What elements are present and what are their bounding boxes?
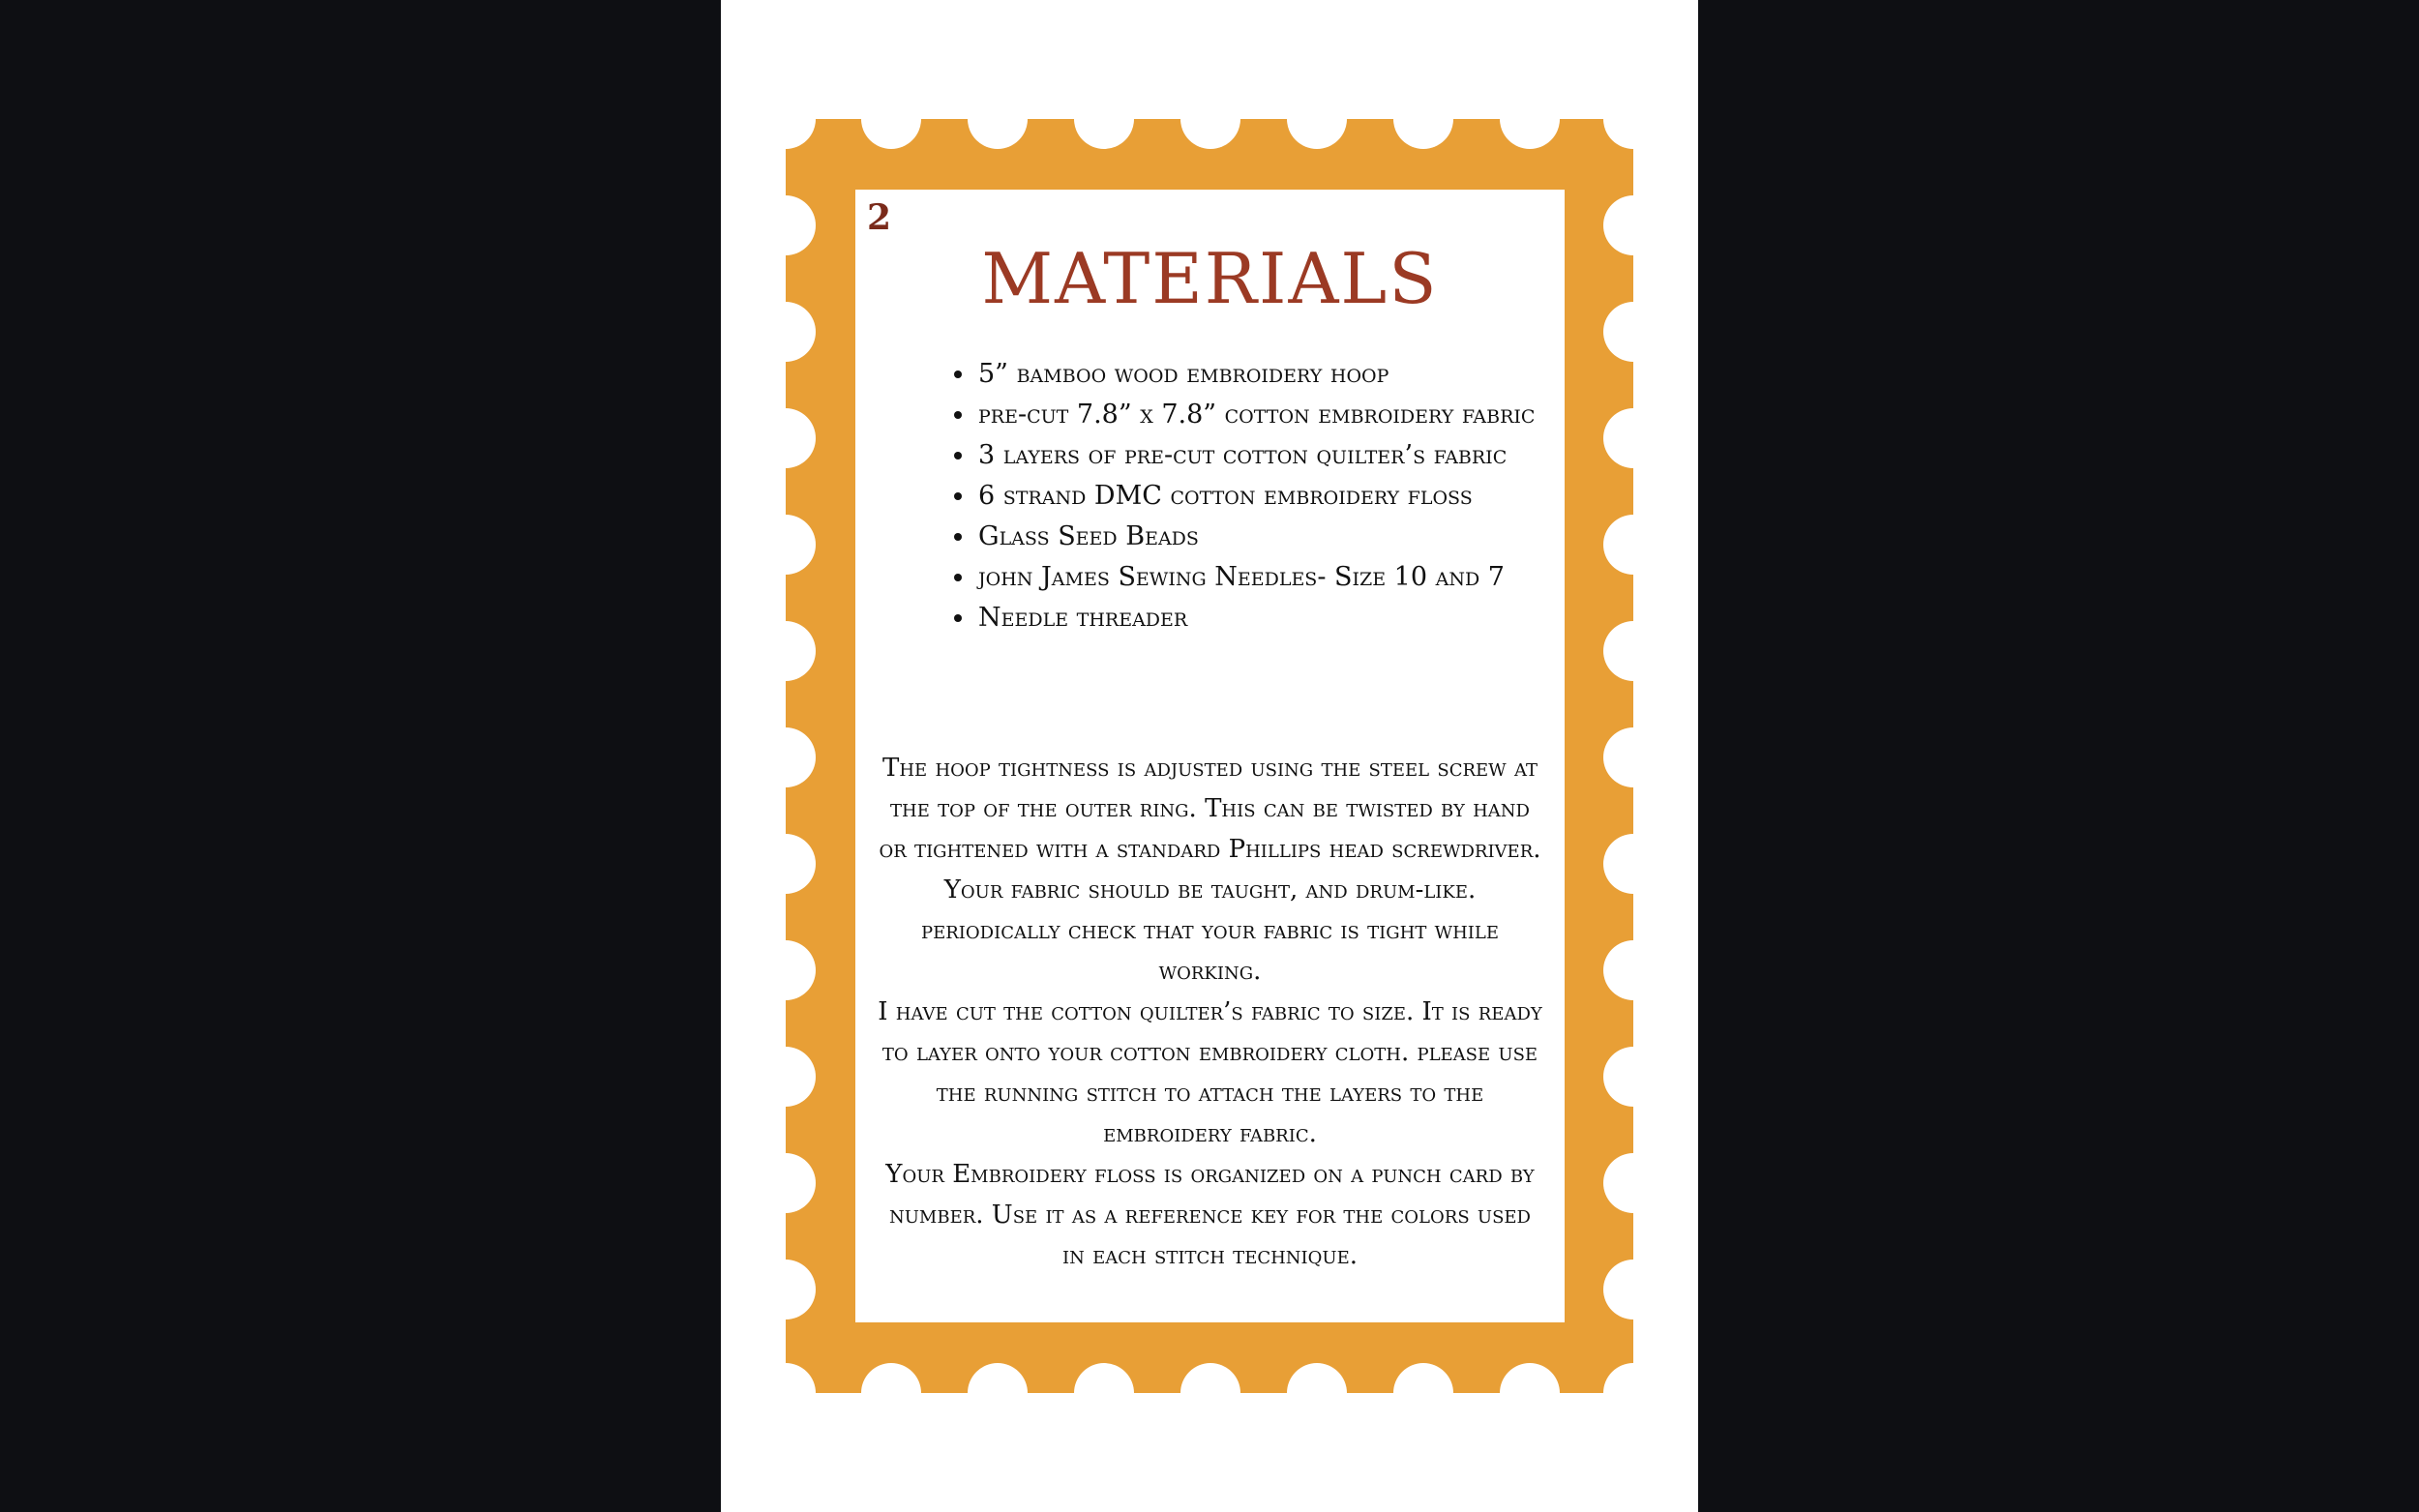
instructions-paragraph: The hoop tightness is adjusted using the steel screw at the top of the outer ring. This can be twisted by hand or tightened with a standard Phillips head screwdriver. Your fabric should be taught, and drum-like. periodically check that your fabric is tight while working.	[879, 754, 1541, 986]
document-page	[721, 0, 1698, 1512]
page-title: MATERIALS	[981, 238, 1439, 319]
list-item: • john James Sewing Needles- Size 10 and 7	[976, 557, 1535, 598]
list-item: • 6 strand DMC cotton embroidery floss	[976, 476, 1535, 517]
materials-card	[855, 190, 1565, 1322]
page-number: 2	[867, 197, 892, 238]
list-item: • 3 layers of pre-cut cotton quilter’s fabric	[976, 435, 1535, 476]
list-item: • 5” bamboo wood embroidery hoop	[976, 354, 1535, 395]
materials-list	[947, 354, 1535, 638]
list-item: • Needle threader	[976, 598, 1535, 638]
instructions	[875, 748, 1545, 1276]
instructions-paragraph: I have cut the cotton quilter’s fabric to size. It is ready to layer onto your cotton embroidery cloth. please use the running stitch to attach the layers to the embroidery fabric.	[878, 997, 1542, 1148]
list-item: • Glass Seed Beads	[976, 517, 1535, 557]
instructions-paragraph: Your Embroidery floss is organized on a punch card by number. Use it as a reference key for the colors used in each stitch technique.	[885, 1160, 1535, 1270]
list-item: • pre-cut 7.8” x 7.8” cotton embroidery fabric	[976, 395, 1535, 435]
